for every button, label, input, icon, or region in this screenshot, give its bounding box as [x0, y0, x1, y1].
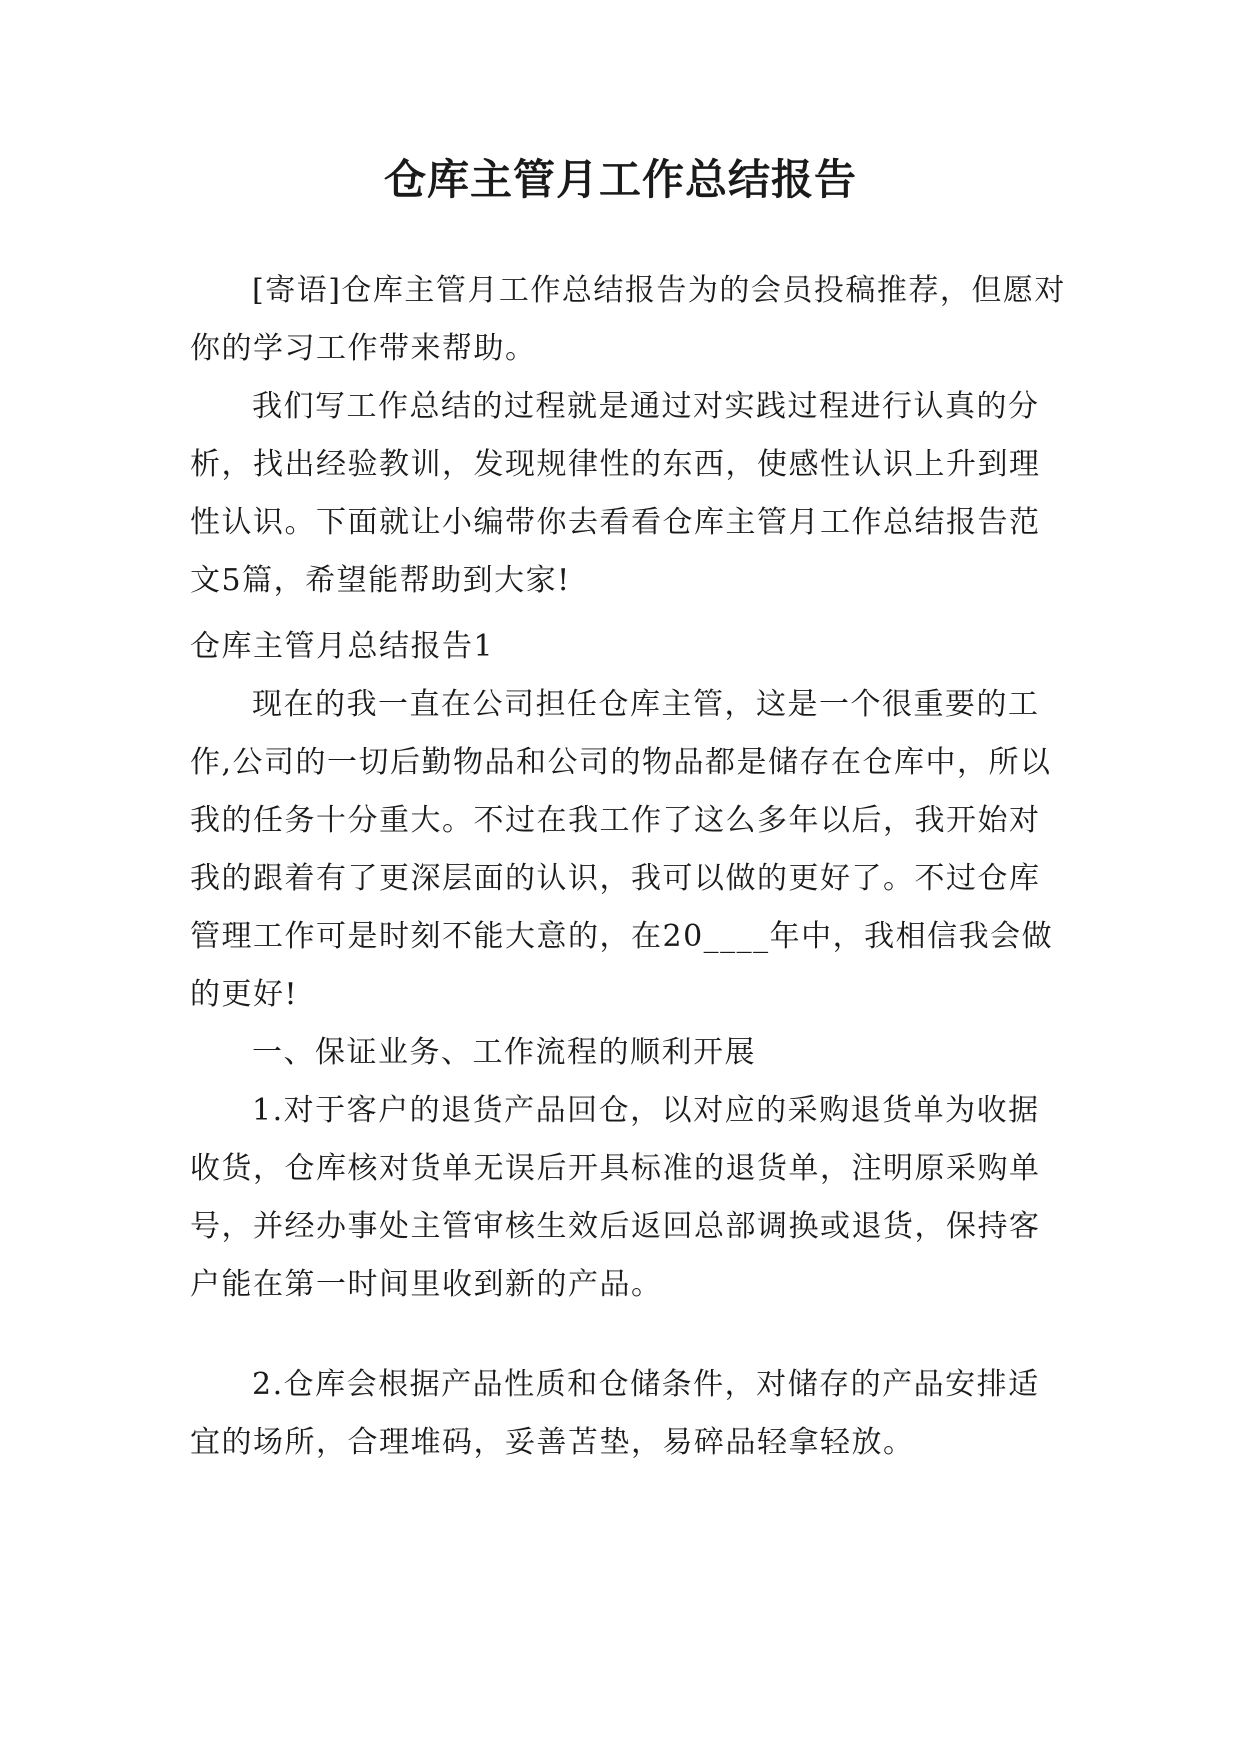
intro-block	[190, 262, 1066, 610]
body-paragraph: 现在的我一直在公司担任仓库主管，这是一个很重要的工作,公司的一切后勤物品和公司的物品都是储存在仓库中，所以我的任务十分重大。不过在我工作了这么多年以后，我开始对我的跟着有了更深层面的认识，我可以做的更好了。不过仓库管理工作可是时刻不能大意的，在20____年中，我相信我会做的更好!	[190, 687, 1054, 1012]
intro-paragraph-2: 我们写工作总结的过程就是通过对实践过程进行认真的分析，找出经验教训，发现规律性的东西，使感性认识上升到理性认识。下面就让小编带你去看看仓库主管月工作总结报告范文5篇，希望能帮助到大家!	[190, 389, 1041, 598]
intro-paragraph-1: [寄语]仓库主管月工作总结报告为的会员投稿推荐，但愿对你的学习工作带来帮助。	[190, 273, 1066, 366]
section-heading: 仓库主管月总结报告1	[190, 629, 495, 664]
body-paragraph: 1.对于客户的退货产品回仓，以对应的采购退货单为收据收货，仓库核对货单无误后开具标准的退货单，注明原采购单号，并经办事处主管审核生效后返回总部调换或退货，保持客户能在第一时间里收到新的产品。	[190, 1093, 1041, 1302]
section-1-block	[190, 618, 1066, 1314]
subheading-paragraph: 一、保证业务、工作流程的顺利开展	[252, 1035, 756, 1070]
body-paragraph: 2.仓库会根据产品性质和仓储条件，对储存的产品安排适宜的场所，合理堆码，妥善苫垫，易碎品轻拿轻放。	[190, 1367, 1040, 1460]
document-title: 仓库主管月工作总结报告	[383, 155, 857, 204]
section-2-block	[190, 1356, 1066, 1472]
